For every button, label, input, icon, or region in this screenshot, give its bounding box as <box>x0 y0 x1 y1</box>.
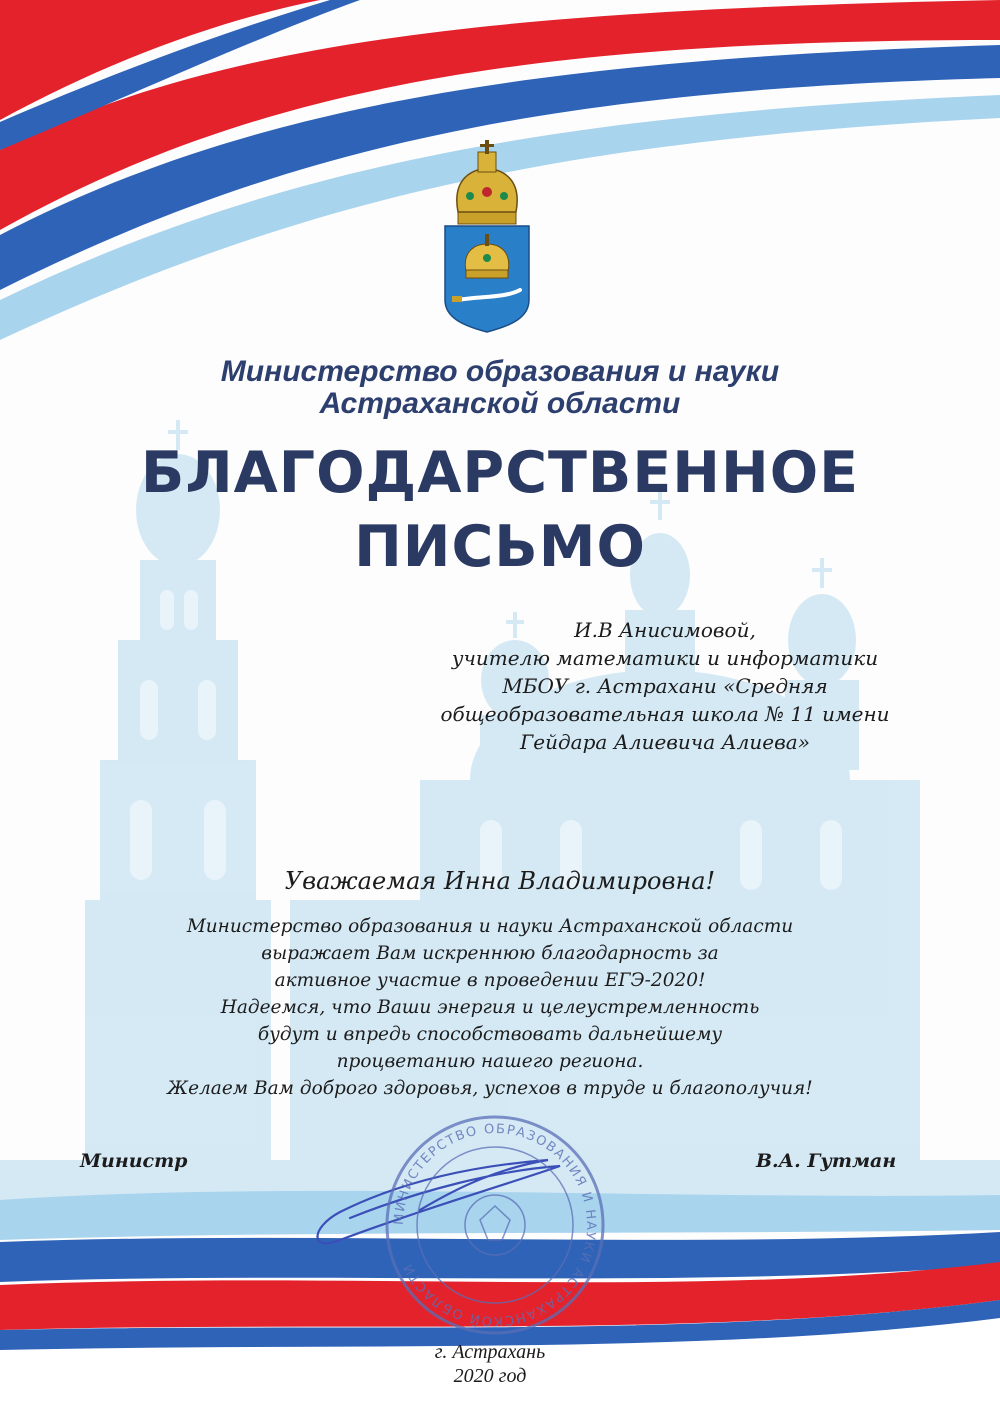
addressee-line: общеобразовательная школа № 11 имени <box>440 702 890 726</box>
official-seal-stamp <box>380 1110 610 1340</box>
addressee-line: учителю математики и информатики <box>451 646 879 670</box>
body-line: активное участие в проведении ЕГЭ-2020! <box>274 970 706 991</box>
body-line: выражает Вам искреннюю благодарность за <box>261 943 719 964</box>
signer-name: В.А. Гутман <box>756 1150 897 1172</box>
document-title-line1: БЛАГОДАРСТВЕННОЕ <box>140 440 860 506</box>
addressee-line: МБОУ г. Астрахани «Средняя <box>502 674 828 698</box>
body-line: процветанию нашего региона. <box>336 1051 644 1072</box>
footer-year: 2020 год <box>453 1365 527 1387</box>
addressee-line: Гейдара Алиевича Алиева» <box>520 730 810 754</box>
seal-text: МИНИСТЕРСТВО ОБРАЗОВАНИЯ И НАУКИ АСТРАХАНСКОЙ ОБЛАСТИ <box>391 1121 599 1329</box>
body-line: Желаем Вам доброго здоровья, успехов в труде и благополучия! <box>167 1078 813 1099</box>
addressee-line: И.В Анисимовой, <box>574 618 756 642</box>
body-line: Надеемся, что Ваши энергия и целеустремленность <box>220 997 760 1018</box>
document-title-line2: ПИСЬМО <box>354 514 646 580</box>
signer-position: Министр <box>80 1150 188 1172</box>
svg-text:МИНИСТЕРСТВО ОБРАЗОВАНИЯ И НАУ <box>392 1122 598 1328</box>
body-line: будут и впредь способствовать дальнейшему <box>257 1024 723 1045</box>
body-line: Министерство образования и науки Астраханской области <box>186 916 794 937</box>
ministry-name-line2: Астраханской области <box>319 387 681 420</box>
ministry-name-line1: Министерство образования и науки <box>220 355 780 388</box>
footer-city: г. Астрахань <box>434 1341 546 1363</box>
salutation: Уважаемая Инна Владимировна! <box>284 867 716 895</box>
